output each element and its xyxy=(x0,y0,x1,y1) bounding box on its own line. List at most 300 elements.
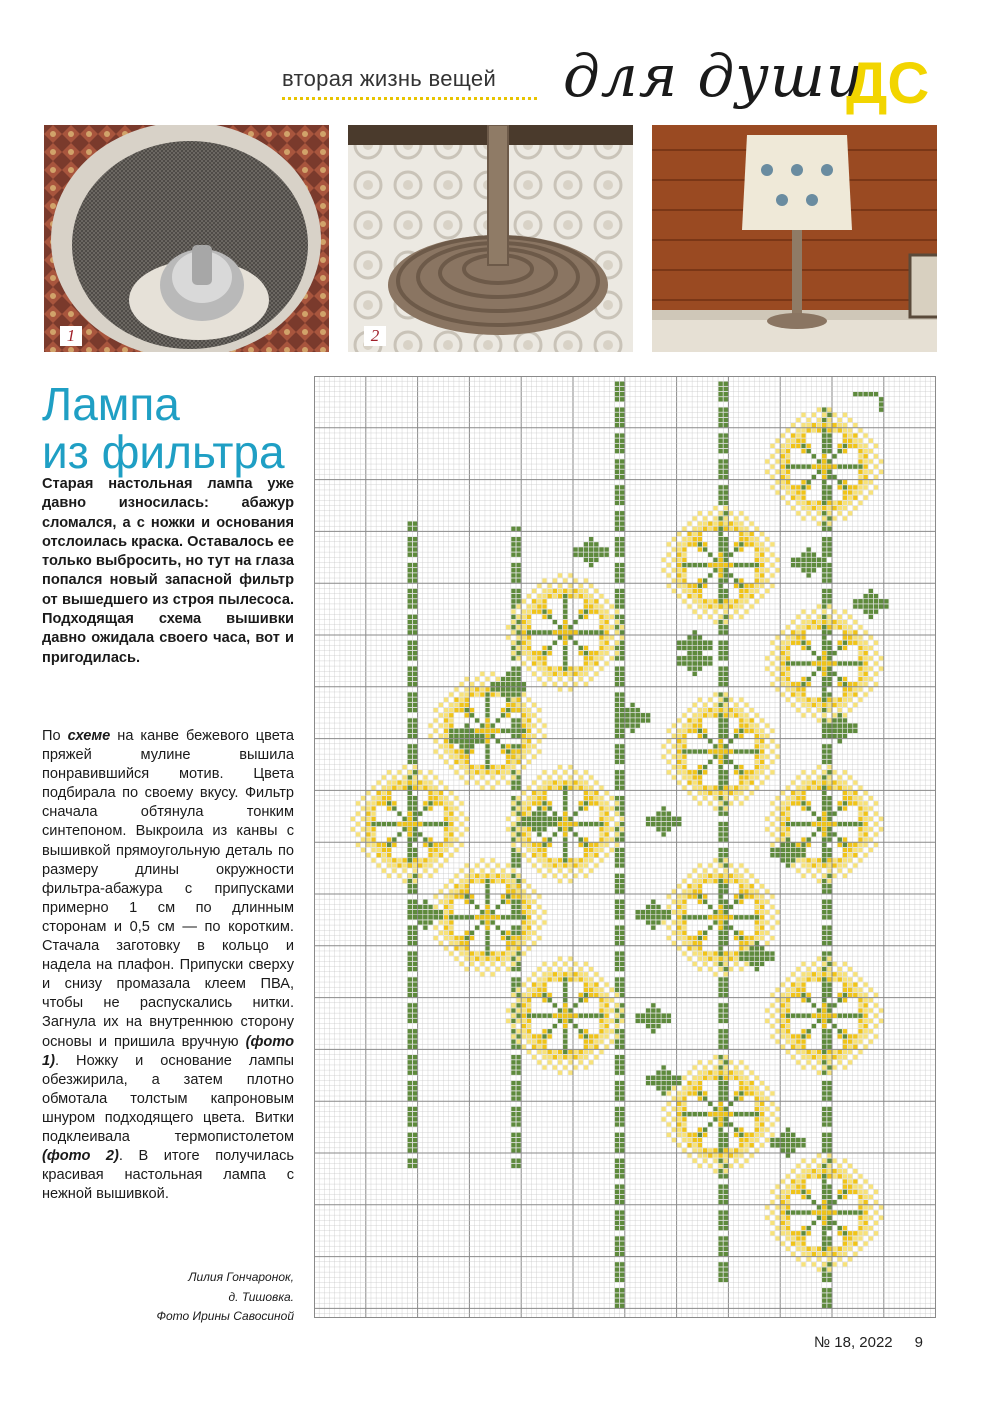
stitch-cell xyxy=(599,547,603,551)
stitch-cell xyxy=(485,723,489,727)
stitch-cell xyxy=(408,806,412,810)
stitch-cell xyxy=(739,879,743,883)
stitch-cell xyxy=(755,1086,759,1090)
stitch-cell xyxy=(522,889,526,893)
stitch-cell xyxy=(801,786,805,790)
stitch-cell xyxy=(516,967,520,971)
stitch-cell xyxy=(807,1190,811,1194)
stitch-cell xyxy=(718,692,722,696)
stitch-cell xyxy=(599,615,603,619)
stitch-cell xyxy=(827,1304,831,1308)
stitch-cell xyxy=(615,511,619,515)
stitch-cell xyxy=(620,884,624,888)
stitch-cell xyxy=(832,1055,836,1059)
stitch-cell xyxy=(765,1216,769,1220)
stitch-cell xyxy=(729,1112,733,1116)
stitch-cell xyxy=(548,972,552,976)
stitch-cell xyxy=(548,775,552,779)
stitch-cell xyxy=(584,599,588,603)
stitch-cell xyxy=(537,718,541,722)
stitch-cell xyxy=(439,900,443,904)
stitch-cell xyxy=(713,972,717,976)
stitch-cell xyxy=(812,1003,816,1007)
stitch-cell xyxy=(537,858,541,862)
stitch-cell xyxy=(615,843,619,847)
stitch-cell xyxy=(620,863,624,867)
stitch-cell xyxy=(501,682,505,686)
stitch-cell xyxy=(454,817,458,821)
stitch-cell xyxy=(599,817,603,821)
stitch-cell xyxy=(858,1039,862,1043)
stitch-cell xyxy=(724,723,728,727)
stitch-cell xyxy=(496,729,500,733)
stitch-cell xyxy=(377,843,381,847)
stitch-cell xyxy=(485,910,489,914)
stitch-cell xyxy=(501,749,505,753)
stitch-cell xyxy=(413,744,417,748)
stitch-cell xyxy=(542,578,546,582)
stitch-cell xyxy=(843,848,847,852)
stitch-cell xyxy=(827,832,831,836)
stitch-cell xyxy=(812,812,816,816)
stitch-cell xyxy=(434,775,438,779)
stitch-cell xyxy=(527,620,531,624)
stitch-cell xyxy=(454,889,458,893)
stitch-cell xyxy=(454,837,458,841)
stitch-cell xyxy=(594,801,598,805)
stitch-cell xyxy=(724,920,728,924)
stitch-cell xyxy=(408,1081,412,1085)
stitch-cell xyxy=(480,962,484,966)
stitch-cell xyxy=(615,496,619,500)
stitch-cell xyxy=(729,967,733,971)
stitch-cell xyxy=(718,542,722,546)
stitch-cell xyxy=(537,936,541,940)
stitch-cell xyxy=(858,687,862,691)
stitch-cell xyxy=(791,692,795,696)
stitch-cell xyxy=(724,1034,728,1038)
stitch-cell xyxy=(817,1247,821,1251)
stitch-cell xyxy=(765,723,769,727)
stitch-cell xyxy=(843,630,847,634)
stitch-cell xyxy=(516,770,520,774)
stitch-cell xyxy=(822,604,826,608)
stitch-cell xyxy=(786,501,790,505)
stitch-cell xyxy=(734,610,738,614)
stitch-cell xyxy=(796,418,800,422)
stitch-cell xyxy=(724,1112,728,1116)
stitch-cell xyxy=(781,1024,785,1028)
stitch-cell xyxy=(822,843,826,847)
stitch-cell xyxy=(775,646,779,650)
stitch-cell xyxy=(579,610,583,614)
stitch-cell xyxy=(693,656,697,660)
stitch-cell xyxy=(843,428,847,432)
stitch-cell xyxy=(413,1138,417,1142)
stitch-cell xyxy=(796,1174,800,1178)
stitch-cell xyxy=(516,1029,520,1033)
stitch-cell xyxy=(573,1055,577,1059)
stitch-cell xyxy=(620,1293,624,1297)
stitch-cell xyxy=(516,615,520,619)
stitch-cell xyxy=(511,1003,515,1007)
stitch-cell xyxy=(822,439,826,443)
stitch-cell xyxy=(807,568,811,572)
stitch-cell xyxy=(718,936,722,940)
stitch-cell xyxy=(822,1210,826,1214)
stitch-cell xyxy=(869,687,873,691)
stitch-cell xyxy=(827,760,831,764)
stitch-cell xyxy=(413,1112,417,1116)
stitch-cell xyxy=(522,900,526,904)
stitch-cell xyxy=(584,780,588,784)
stitch-cell xyxy=(599,553,603,557)
stitch-cell xyxy=(527,801,531,805)
stitch-cell xyxy=(584,863,588,867)
stitch-cell xyxy=(506,863,510,867)
stitch-cell xyxy=(620,1143,624,1147)
stitch-cell xyxy=(755,563,759,567)
stitch-cell xyxy=(604,651,608,655)
stitch-cell xyxy=(377,791,381,795)
stitch-cell xyxy=(739,713,743,717)
stitch-cell xyxy=(506,749,510,753)
stitch-cell xyxy=(718,532,722,536)
stitch-cell xyxy=(682,755,686,759)
stitch-cell xyxy=(807,558,811,562)
stitch-cell xyxy=(532,734,536,738)
stitch-cell xyxy=(527,625,531,629)
stitch-cell xyxy=(822,915,826,919)
stitch-cell xyxy=(838,698,842,702)
stitch-cell xyxy=(848,796,852,800)
stitch-cell xyxy=(615,1024,619,1028)
stitch-cell xyxy=(848,635,852,639)
stitch-cell xyxy=(542,682,546,686)
stitch-cell xyxy=(718,604,722,608)
stitch-cell xyxy=(724,801,728,805)
stitch-cell xyxy=(713,568,717,572)
stitch-cell xyxy=(413,604,417,608)
stitch-cell xyxy=(511,801,515,805)
stitch-cell xyxy=(615,527,619,531)
stitch-cell xyxy=(568,1014,572,1018)
stitch-cell xyxy=(408,786,412,790)
stitch-cell xyxy=(750,915,754,919)
stitch-cell xyxy=(527,615,531,619)
stitch-cell xyxy=(775,817,779,821)
stitch-cell xyxy=(698,589,702,593)
stitch-cell xyxy=(775,744,779,748)
stitch-cell xyxy=(843,698,847,702)
stitch-cell xyxy=(682,915,686,919)
stitch-cell xyxy=(822,972,826,976)
stitch-cell xyxy=(781,641,785,645)
stitch-cell xyxy=(801,1262,805,1266)
stitch-cell xyxy=(454,734,458,738)
stitch-cell xyxy=(516,1107,520,1111)
stitch-cell xyxy=(718,1133,722,1137)
stitch-cell xyxy=(677,900,681,904)
stitch-cell xyxy=(672,941,676,945)
stitch-cell xyxy=(739,801,743,805)
stitch-cell xyxy=(718,723,722,727)
stitch-cell xyxy=(516,951,520,955)
stitch-cell xyxy=(858,848,862,852)
stitch-cell xyxy=(563,1055,567,1059)
stitch-cell xyxy=(511,905,515,909)
stitch-cell xyxy=(863,661,867,665)
stitch-cell xyxy=(744,1076,748,1080)
stitch-cell xyxy=(848,1060,852,1064)
stitch-cell xyxy=(832,1174,836,1178)
stitch-cell xyxy=(620,470,624,474)
stitch-cell xyxy=(822,837,826,841)
stitch-cell xyxy=(858,1236,862,1240)
stitch-cell xyxy=(755,1133,759,1137)
stitch-cell xyxy=(532,988,536,992)
stitch-cell xyxy=(506,780,510,784)
stitch-cell xyxy=(413,817,417,821)
stitch-cell xyxy=(491,692,495,696)
stitch-cell xyxy=(397,858,401,862)
stitch-cell xyxy=(485,946,489,950)
stitch-cell xyxy=(687,889,691,893)
stitch-cell xyxy=(516,682,520,686)
stitch-cell xyxy=(356,822,360,826)
stitch-cell xyxy=(765,765,769,769)
stitch-cell xyxy=(718,1273,722,1277)
stitch-cell xyxy=(786,1019,790,1023)
stitch-cell xyxy=(755,770,759,774)
stitch-cell xyxy=(558,869,562,873)
stitch-cell xyxy=(408,1117,412,1121)
stitch-cell xyxy=(667,760,671,764)
stitch-cell xyxy=(822,993,826,997)
stitch-cell xyxy=(604,822,608,826)
stitch-cell xyxy=(615,423,619,427)
stitch-cell xyxy=(522,993,526,997)
stitch-cell xyxy=(573,786,577,790)
stitch-cell xyxy=(703,915,707,919)
stitch-cell xyxy=(827,615,831,619)
stitch-cell xyxy=(620,941,624,945)
stitch-cell xyxy=(413,988,417,992)
stitch-cell xyxy=(553,832,557,836)
stitch-cell xyxy=(516,718,520,722)
stitch-cell xyxy=(382,843,386,847)
stitch-cell xyxy=(444,796,448,800)
stitch-cell xyxy=(853,972,857,976)
stitch-cell xyxy=(827,1288,831,1292)
stitch-cell xyxy=(423,786,427,790)
stitch-cell xyxy=(812,1050,816,1054)
stitch-cell xyxy=(693,915,697,919)
stitch-cell xyxy=(822,822,826,826)
stitch-cell xyxy=(527,666,531,670)
stitch-cell xyxy=(408,863,412,867)
stitch-cell xyxy=(838,869,842,873)
stitch-cell xyxy=(832,475,836,479)
stitch-cell xyxy=(615,718,619,722)
stitch-cell xyxy=(439,801,443,805)
stitch-cell xyxy=(470,879,474,883)
stitch-cell xyxy=(775,755,779,759)
stitch-cell xyxy=(801,563,805,567)
stitch-cell xyxy=(832,1003,836,1007)
stitch-cell xyxy=(853,1241,857,1245)
stitch-cell xyxy=(770,760,774,764)
stitch-cell xyxy=(615,1200,619,1204)
stitch-cell xyxy=(584,615,588,619)
stitch-cell xyxy=(724,760,728,764)
stitch-cell xyxy=(413,889,417,893)
stitch-cell xyxy=(718,957,722,961)
stitch-cell xyxy=(765,537,769,541)
stitch-cell xyxy=(843,806,847,810)
stitch-cell xyxy=(371,812,375,816)
stitch-cell xyxy=(796,687,800,691)
stitch-cell xyxy=(527,1039,531,1043)
stitch-cell xyxy=(604,1045,608,1049)
stitch-cell xyxy=(465,687,469,691)
stitch-cell xyxy=(718,641,722,645)
stitch-cell xyxy=(843,843,847,847)
stitch-cell xyxy=(791,972,795,976)
stitch-cell xyxy=(822,1195,826,1199)
stitch-cell xyxy=(760,1143,764,1147)
stitch-cell xyxy=(843,1190,847,1194)
stitch-cell xyxy=(537,599,541,603)
stitch-cell xyxy=(807,698,811,702)
stitch-cell xyxy=(843,433,847,437)
stitch-cell xyxy=(739,1128,743,1132)
stitch-cell xyxy=(874,1014,878,1018)
stitch-cell xyxy=(750,894,754,898)
stitch-cell xyxy=(413,770,417,774)
stitch-cell xyxy=(548,666,552,670)
stitch-cell xyxy=(858,666,862,670)
stitch-cell xyxy=(822,1107,826,1111)
stitch-cell xyxy=(506,951,510,955)
stitch-cell xyxy=(413,780,417,784)
stitch-cell xyxy=(801,646,805,650)
stitch-cell xyxy=(698,863,702,867)
stitch-cell xyxy=(729,599,733,603)
stitch-cell xyxy=(713,806,717,810)
stitch-cell xyxy=(724,475,728,479)
stitch-cell xyxy=(408,723,412,727)
stitch-cell xyxy=(822,542,826,546)
stitch-cell xyxy=(537,905,541,909)
stitch-cell xyxy=(604,599,608,603)
stitch-cell xyxy=(801,439,805,443)
stitch-cell xyxy=(812,568,816,572)
stitch-cell xyxy=(843,837,847,841)
stitch-cell xyxy=(687,874,691,878)
stitch-cell xyxy=(563,982,567,986)
stitch-cell xyxy=(718,1138,722,1142)
stitch-cell xyxy=(718,1236,722,1240)
stitch-cell xyxy=(807,972,811,976)
stitch-cell xyxy=(537,1060,541,1064)
stitch-cell xyxy=(496,739,500,743)
stitch-cell xyxy=(848,1034,852,1038)
stitch-cell xyxy=(620,464,624,468)
stitch-cell xyxy=(553,594,557,598)
stitch-cell xyxy=(480,682,484,686)
stitch-cell xyxy=(791,801,795,805)
stitch-cell xyxy=(739,594,743,598)
stitch-cell xyxy=(807,573,811,577)
stitch-cell xyxy=(822,744,826,748)
stitch-cell xyxy=(511,1086,515,1090)
stitch-cell xyxy=(563,625,567,629)
stitch-cell xyxy=(558,1014,562,1018)
stitch-cell xyxy=(724,1169,728,1173)
stitch-cell xyxy=(863,677,867,681)
stitch-cell xyxy=(527,977,531,981)
stitch-cell xyxy=(734,1133,738,1137)
stitch-cell xyxy=(579,869,583,873)
stitch-cell xyxy=(589,553,593,557)
stitch-cell xyxy=(843,982,847,986)
stitch-cell xyxy=(786,459,790,463)
stitch-cell xyxy=(812,558,816,562)
stitch-cell xyxy=(703,1065,707,1069)
stitch-cell xyxy=(724,1076,728,1080)
stitch-cell xyxy=(444,817,448,821)
stitch-cell xyxy=(770,563,774,567)
stitch-cell xyxy=(838,998,842,1002)
stitch-cell xyxy=(584,578,588,582)
stitch-cell xyxy=(542,630,546,634)
stitch-cell xyxy=(718,879,722,883)
stitch-cell xyxy=(537,915,541,919)
stitch-cell xyxy=(630,708,634,712)
stitch-cell xyxy=(413,1003,417,1007)
stitch-cell xyxy=(537,708,541,712)
stitch-cell xyxy=(807,615,811,619)
stitch-cell xyxy=(568,1008,572,1012)
stitch-cell xyxy=(563,780,567,784)
stitch-cell xyxy=(817,418,821,422)
stitch-cell xyxy=(750,749,754,753)
stitch-cell xyxy=(744,889,748,893)
stitch-cell xyxy=(620,729,624,733)
stitch-cell xyxy=(449,925,453,929)
stitch-cell xyxy=(817,718,821,722)
stitch-cell xyxy=(874,485,878,489)
stitch-cell xyxy=(511,858,515,862)
stitch-cell xyxy=(807,444,811,448)
stitch-cell xyxy=(522,625,526,629)
stitch-cell xyxy=(413,941,417,945)
stitch-cell xyxy=(827,594,831,598)
stitch-cell xyxy=(615,910,619,914)
stitch-cell xyxy=(708,1164,712,1168)
stitch-cell xyxy=(397,786,401,790)
stitch-cell xyxy=(744,542,748,546)
stitch-cell xyxy=(791,1039,795,1043)
stitch-cell xyxy=(516,729,520,733)
stitch-cell xyxy=(718,630,722,634)
stitch-cell xyxy=(677,931,681,935)
stitch-cell xyxy=(832,1200,836,1204)
stitch-cell xyxy=(863,464,867,468)
stitch-cell xyxy=(532,900,536,904)
stitch-cell xyxy=(755,578,759,582)
